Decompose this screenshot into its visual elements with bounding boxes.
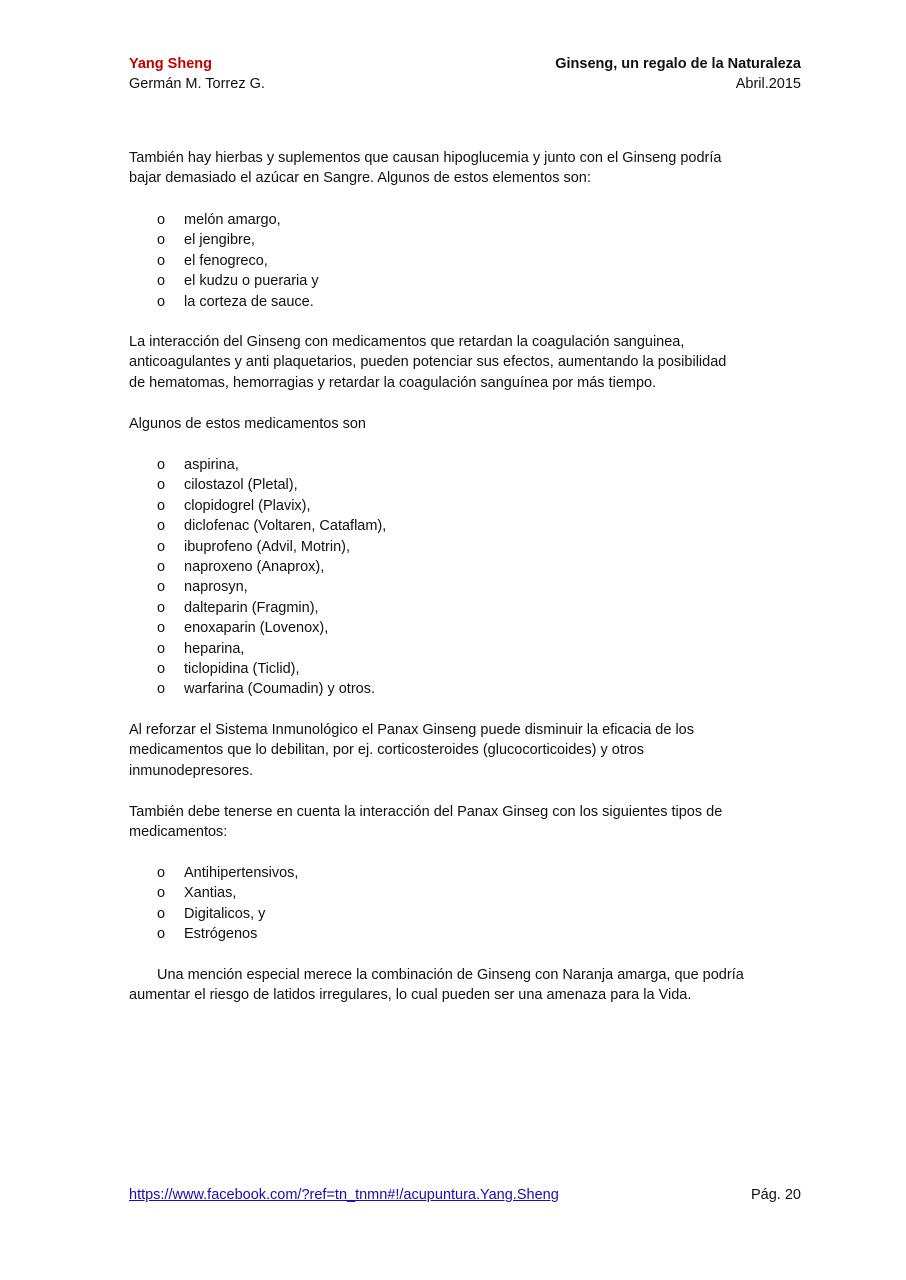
- paragraph-immune: [129, 720, 694, 781]
- paragraph-line: bajar demasiado el azúcar en Sangre. Algunos de estos elementos son:: [129, 170, 591, 187]
- list-item: [129, 659, 386, 679]
- list-item-text: el jengibre,: [184, 232, 255, 249]
- list-item: [129, 292, 319, 312]
- list-item-text: Digitalicos, y: [184, 905, 266, 922]
- bullet-icon: o: [157, 273, 166, 290]
- paragraph-line: medicamentos:: [129, 824, 228, 841]
- paragraph-medications-intro: [129, 414, 366, 434]
- bullet-icon: o: [157, 579, 166, 596]
- list-item-text: ibuprofeno (Advil, Motrin),: [184, 538, 351, 555]
- paragraph-line: Al reforzar el Sistema Inmunológico el Panax Ginseng puede disminuir la eficacia de los: [129, 722, 694, 738]
- bullet-icon: o: [157, 497, 166, 514]
- list-item-text: clopidogrel (Plavix),: [184, 497, 311, 514]
- list-item: [129, 598, 386, 618]
- header-author: Germán M. Torrez G.: [129, 76, 265, 92]
- list-item-text: naprosyn,: [184, 579, 248, 596]
- facebook-link[interactable]: https://www.facebook.com/?ref=tn_tnmn#!/acupuntura.Yang.Sheng: [129, 1187, 559, 1203]
- list-item-text: Xantias,: [184, 885, 237, 902]
- list-item-text: el fenogreco,: [184, 252, 268, 269]
- list-item-text: diclofenac (Voltaren, Cataflam),: [184, 518, 387, 535]
- paragraph-line: También hay hierbas y suplementos que causan hipoglucemia y junto con el Ginseng podría: [129, 150, 722, 166]
- paragraph-hypoglycemia: [129, 148, 721, 189]
- paragraph-line: La interacción del Ginseng con medicamentos que retardan la coagulación sanguinea,: [129, 334, 685, 350]
- list-item-text: melón amargo,: [184, 212, 281, 228]
- list-item: [129, 883, 298, 903]
- bullet-icon: o: [157, 681, 166, 698]
- list-item: [129, 496, 386, 516]
- list-item-text: naproxeno (Anaprox),: [184, 558, 325, 575]
- list-item: [129, 230, 319, 250]
- paragraph-line: anticoagulantes y anti plaquetarios, pueden potenciar sus efectos, aumentando la posibilidad: [129, 354, 727, 371]
- list-item: [129, 271, 319, 291]
- paragraph-line: de hematomas, hemorragias y retardar la coagulación sanguínea por más tiempo.: [129, 374, 657, 391]
- paragraph-line: Algunos de estos medicamentos son: [129, 416, 366, 432]
- paragraph-line: medicamentos que lo debilitan, por ej. corticosteroides (glucocorticoides) y otros: [129, 742, 644, 759]
- list-item: [129, 679, 386, 699]
- bullet-icon: o: [157, 640, 166, 657]
- list-item-text: warfarina (Coumadin) y otros.: [184, 681, 375, 698]
- list-item-text: enoxaparin (Lovenox),: [184, 620, 329, 637]
- list-item: [129, 557, 386, 577]
- bullet-icon: o: [157, 865, 166, 881]
- header-right-title: Ginseng, un regalo de la Naturaleza: [555, 56, 801, 72]
- list-item: [129, 455, 386, 475]
- list-item: [129, 475, 386, 495]
- bullet-icon: o: [157, 905, 166, 922]
- bullet-icon: o: [157, 293, 166, 310]
- list-medications: [129, 455, 386, 700]
- list-item-text: Antihipertensivos,: [184, 865, 299, 881]
- list-item-text: el kudzu o pueraria y: [184, 273, 319, 290]
- list-item-text: cilostazol (Pletal),: [184, 477, 298, 494]
- bullet-icon: o: [157, 232, 166, 249]
- list-item: [129, 577, 386, 597]
- paragraph-line: Una mención especial merece la combinación de Ginseng con Naranja amarga, que podría: [157, 967, 744, 983]
- list-item-text: aspirina,: [184, 457, 239, 473]
- bullet-icon: o: [157, 926, 166, 943]
- page-number: Pág. 20: [751, 1187, 801, 1203]
- paragraph-line: aumentar el riesgo de latidos irregulares, lo cual pueden ser una amenaza para la Vida.: [129, 987, 692, 1004]
- list-medication-types: [129, 863, 298, 945]
- list-item: [129, 537, 386, 557]
- bullet-icon: o: [157, 518, 166, 535]
- bullet-icon: o: [157, 558, 166, 575]
- bullet-icon: o: [157, 885, 166, 902]
- header-date: Abril.2015: [735, 76, 801, 92]
- list-item-text: heparina,: [184, 640, 245, 657]
- bullet-icon: o: [157, 477, 166, 494]
- bullet-icon: o: [157, 599, 166, 616]
- list-hypoglycemic-herbs: [129, 210, 319, 312]
- bullet-icon: o: [157, 620, 166, 637]
- list-item: [129, 924, 298, 944]
- list-item: [129, 210, 319, 230]
- list-item: [129, 516, 386, 536]
- list-item: [129, 904, 298, 924]
- paragraph-anticoagulants: [129, 332, 726, 393]
- list-item-text: ticlopidina (Ticlid),: [184, 660, 300, 677]
- paragraph-other-interactions: [129, 802, 722, 843]
- bullet-icon: o: [157, 660, 166, 677]
- list-item: [129, 618, 386, 638]
- paragraph-bitter-orange: [129, 965, 744, 1006]
- list-item: [129, 863, 298, 883]
- paragraph-line: También debe tenerse en cuenta la interacción del Panax Ginseg con los siguientes tipos de: [129, 804, 723, 820]
- bullet-icon: o: [157, 457, 166, 473]
- bullet-icon: o: [157, 252, 166, 269]
- list-item-text: Estrógenos: [184, 926, 258, 943]
- list-item: [129, 251, 319, 271]
- bullet-icon: o: [157, 212, 166, 228]
- list-item: [129, 639, 386, 659]
- paragraph-line: inmunodepresores.: [129, 762, 254, 779]
- header-left-title: Yang Sheng: [129, 56, 212, 72]
- bullet-icon: o: [157, 538, 166, 555]
- list-item-text: la corteza de sauce.: [184, 293, 314, 310]
- list-item-text: dalteparin (Fragmin),: [184, 599, 319, 616]
